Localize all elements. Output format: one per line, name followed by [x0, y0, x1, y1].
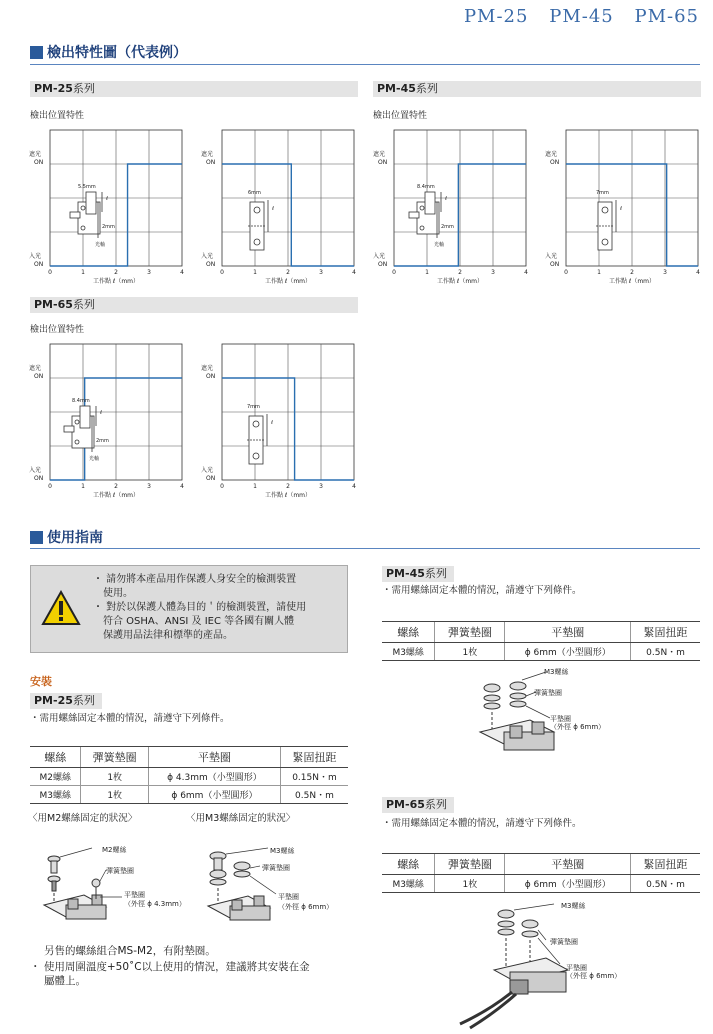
dim-label: ℓ [271, 420, 274, 426]
case-m2-label: 〈用M2螺絲固定的狀況〉 [28, 813, 138, 824]
xtick-label: 1 [81, 483, 85, 490]
sensor-tab [64, 426, 74, 432]
chart-svg [28, 342, 188, 502]
xtick-label: 2 [114, 483, 118, 490]
sensor-hole [420, 226, 424, 230]
lbl-flat-washer: 平墊圈 [278, 893, 299, 901]
sensor-hole [420, 206, 424, 210]
dim-label: 光軸 [434, 242, 445, 248]
xtick-label: 4 [524, 269, 528, 276]
chart-pm65-horizontal [28, 342, 188, 506]
ylabel-bottom: 入光 [373, 253, 386, 260]
sensor-sketch-icon [247, 414, 267, 464]
xtick-label: 1 [597, 269, 601, 276]
x-axis-label: 工作點 ℓ（mm） [264, 492, 312, 499]
sensor-hole [81, 226, 85, 230]
xtick-label: 2 [630, 269, 634, 276]
dim-label: 7mm [596, 190, 609, 196]
xtick-label: 3 [319, 483, 323, 490]
dim-label: ℓ [100, 410, 103, 416]
ylabel-bottom: 入光 [201, 253, 214, 260]
xtick-label: 1 [81, 269, 85, 276]
ylabel-top: 遮光 [373, 151, 386, 158]
dim-label: 光軸 [89, 456, 100, 462]
dim-label: 8.4mm [72, 398, 90, 404]
lbl-spring-washer: 彈簧墊圈 [106, 867, 134, 875]
xtick-label: 4 [696, 269, 700, 276]
ylabel-top-on: ON [206, 159, 216, 166]
chart-svg [372, 128, 532, 288]
ylabel-bottom-on: ON [550, 261, 560, 268]
xtick-label: 2 [286, 483, 290, 490]
ylabel-top-on: ON [34, 159, 44, 166]
foot-note-1: 另售的螺絲組合MS-M2，有附墊圈。 [44, 945, 216, 957]
sensor-hole [75, 420, 79, 424]
section-title-detection: 檢出特性圖（代表例） [30, 42, 187, 62]
subtitle-pm45: 檢出位置特性 [373, 111, 428, 121]
x-axis-label: 工作點 ℓ（mm） [92, 278, 140, 285]
lbl-flat-washer-dia: （外徑 ϕ 6mm） [550, 723, 606, 731]
chart-pm25-vertical [200, 128, 360, 292]
series-bar-pm45: PM-45系列 [373, 81, 701, 97]
ylabel-top-on: ON [206, 373, 216, 380]
warning-icon [41, 590, 81, 626]
table-row: M3螺絲 1枚 ϕ 6mm（小型圓形） 0.5N・m [382, 875, 700, 893]
lbl-spring-washer: 彈簧墊圈 [550, 938, 578, 946]
model-pm45: PM-45 [549, 6, 614, 27]
ylabel-top-on: ON [34, 373, 44, 380]
xtick-label: 3 [147, 269, 151, 276]
ylabel-bottom-on: ON [34, 475, 44, 482]
xtick-label: 4 [352, 269, 356, 276]
chart-pm25-horizontal [28, 128, 188, 292]
warning-box [30, 565, 348, 653]
model-pm25: PM-25 [463, 6, 529, 27]
lbl-flat-washer: 平墊圈 [566, 964, 587, 972]
dim-label: 2mm [441, 224, 454, 230]
lbl-flat-washer-dia: （外徑 ϕ 6mm） [566, 972, 622, 980]
install-title: 安裝 [30, 675, 52, 688]
dim-label: 7mm [247, 404, 260, 410]
xtick-label: 4 [180, 269, 184, 276]
ylabel-top-on: ON [378, 159, 388, 166]
ylabel-top: 遮光 [201, 365, 214, 372]
dim-label: ℓ [272, 206, 275, 212]
chart-svg [200, 342, 360, 502]
series-bar-pm25: PM-25系列 [30, 81, 358, 97]
sensor-sketch-icon [248, 200, 268, 250]
xtick-label: 3 [319, 269, 323, 276]
chart-svg [544, 128, 704, 288]
sensor-tab [409, 212, 419, 218]
lbl-flat-washer-dia: （外徑 ϕ 4.3mm） [124, 900, 186, 908]
xtick-label: 0 [48, 269, 52, 276]
xtick-label: 0 [220, 269, 224, 276]
xtick-label: 1 [253, 483, 257, 490]
model-pm65: PM-65 [634, 6, 699, 27]
pm65-install-note: ・需用螺絲固定本體的情況，請遵守下列條件。 [382, 818, 582, 829]
x-axis-label: 工作點 ℓ（mm） [436, 278, 484, 285]
section-rule [30, 548, 700, 549]
pm65-spec-table [382, 853, 700, 893]
chart-pm65-vertical [200, 342, 360, 506]
ylabel-bottom: 入光 [545, 253, 558, 260]
pm25-spec-table [30, 746, 348, 804]
sensor-hole [81, 206, 85, 210]
sensor-sketch-icon [596, 200, 616, 250]
x-axis-label: 工作點 ℓ（mm） [92, 492, 140, 499]
col-screw: 螺絲 [30, 747, 81, 768]
xtick-label: 0 [564, 269, 568, 276]
series-bar-pm25-install: PM-25系列 [30, 693, 102, 709]
series-bar-pm65-install: PM-65系列 [382, 797, 454, 813]
sensor-hole [602, 239, 608, 245]
chart-pm45-vertical [544, 128, 704, 292]
dim-label: ℓ [620, 206, 623, 212]
section-square-icon [30, 46, 43, 59]
xtick-label: 2 [286, 269, 290, 276]
ylabel-bottom: 入光 [29, 253, 42, 260]
xtick-label: 0 [48, 483, 52, 490]
table-header-row: 螺絲 彈簧墊圈 平墊圈 緊固扭距 [382, 622, 700, 643]
x-axis-label: 工作點 ℓ（mm） [264, 278, 312, 285]
ylabel-bottom-on: ON [206, 261, 216, 268]
sensor-head [80, 406, 90, 428]
sensor-sketch-icon [64, 406, 96, 452]
dim-label: ℓ [106, 196, 109, 202]
sensor-hole [254, 207, 260, 213]
ylabel-bottom-on: ON [206, 475, 216, 482]
xtick-label: 3 [147, 483, 151, 490]
x-axis-label: 工作點 ℓ（mm） [608, 278, 656, 285]
lbl-flat-washer: 平墊圈 [124, 891, 145, 899]
table-header-row: 螺絲 彈簧墊圈 平墊圈 緊固扭距 [382, 854, 700, 875]
section-rule [30, 64, 700, 65]
col-flat-washer: 平墊圈 [148, 747, 280, 768]
dim-label: 8.4mm [417, 184, 435, 190]
ylabel-bottom-on: ON [34, 261, 44, 268]
xtick-label: 0 [392, 269, 396, 276]
case-m3-label: 〈用M3螺絲固定的狀況〉 [186, 813, 296, 824]
sensor-sketch-icon [70, 192, 102, 238]
lbl-m3-screw: M3螺絲 [544, 668, 569, 676]
sensor-hole [253, 421, 259, 427]
ylabel-top: 遮光 [29, 151, 42, 158]
ylabel-bottom: 入光 [29, 467, 42, 474]
lbl-spring-washer: 彈簧墊圈 [534, 689, 562, 697]
series-bar-pm65: PM-65系列 [30, 297, 358, 313]
col-torque: 緊固扭距 [280, 747, 348, 768]
subtitle-pm65: 檢出位置特性 [30, 325, 85, 335]
lbl-m3-screw: M3螺絲 [561, 902, 586, 910]
dim-label: ℓ [445, 196, 448, 202]
xtick-label: 1 [253, 269, 257, 276]
chart-pm45-horizontal [372, 128, 532, 292]
sensor-tab [70, 212, 80, 218]
xtick-label: 3 [663, 269, 667, 276]
xtick-label: 4 [352, 483, 356, 490]
table-row: M3螺絲 1枚 ϕ 6mm（小型圓形） 0.5N・m [382, 643, 700, 661]
pm25-m3-mount-diagram [196, 838, 336, 938]
lbl-spring-washer: 彈簧墊圈 [262, 864, 290, 872]
lbl-m3-screw: M3螺絲 [270, 847, 295, 855]
ylabel-top: 遮光 [545, 151, 558, 158]
dim-label: 2mm [96, 438, 109, 444]
table-row: M2螺絲 1枚 ϕ 4.3mm（小型圓形） 0.15N・m [30, 768, 348, 786]
header-models [450, 6, 699, 27]
lbl-flat-washer-dia: （外徑 ϕ 6mm） [278, 903, 334, 911]
sensor-hole [602, 207, 608, 213]
lbl-flat-washer: 平墊圈 [550, 715, 571, 723]
sensor-hole [75, 440, 79, 444]
ylabel-bottom-on: ON [378, 261, 388, 268]
ylabel-top: 遮光 [29, 365, 42, 372]
pm45-spec-table [382, 621, 700, 661]
xtick-label: 2 [458, 269, 462, 276]
pm45-mount-diagram [470, 668, 610, 768]
warning-text: ・ 請勿將本產品用作保護人身安全的檢測裝置 使用。 ・ 對於以保護人體為目的＇的檢測裝置，請使用 符合 OSHA、ANSI 及 IEC 等各國有關人體 保護用品法律和標準的產品。 [93, 574, 307, 641]
xtick-label: 4 [180, 483, 184, 490]
pm45-install-note: ・需用螺絲固定本體的情況，請遵守下列條件。 [382, 585, 582, 596]
section-square-icon [30, 531, 43, 544]
ylabel-bottom: 入光 [201, 467, 214, 474]
xtick-label: 3 [491, 269, 495, 276]
ylabel-top: 遮光 [201, 151, 214, 158]
sensor-head [86, 192, 96, 214]
sensor-hole [254, 239, 260, 245]
pm25-install-note: ・需用螺絲固定本體的情況，請遵守下列條件。 [30, 713, 230, 724]
section-title-guide: 使用指南 [30, 527, 103, 547]
xtick-label: 0 [220, 483, 224, 490]
sensor-head [425, 192, 435, 214]
chart-svg [200, 128, 360, 288]
sensor-sketch-icon [409, 192, 441, 238]
lbl-m2-screw: M2螺絲 [102, 846, 127, 854]
xtick-label: 1 [425, 269, 429, 276]
dim-label: 光軸 [95, 242, 106, 248]
subtitle-pm25: 檢出位置特性 [30, 111, 85, 121]
series-bar-pm45-install: PM-45系列 [382, 566, 454, 582]
table-header-row [30, 747, 348, 768]
ylabel-top-on: ON [550, 159, 560, 166]
foot-note-2: ・ 使用周圍溫度+50˚C以上使用的情況，建議將其安裝在金 屬體上。 [30, 961, 310, 987]
dim-label: 6mm [248, 190, 261, 196]
pm65-mount-diagram [450, 900, 620, 1030]
xtick-label: 2 [114, 269, 118, 276]
table-row: M3螺絲 1枚 ϕ 6mm（小型圓形） 0.5N・m [30, 786, 348, 804]
sensor-hole [253, 453, 259, 459]
col-spring-washer: 彈簧墊圈 [81, 747, 148, 768]
dim-label: 2mm [102, 224, 115, 230]
chart-svg [28, 128, 188, 288]
dim-label: 5.5mm [78, 184, 96, 190]
